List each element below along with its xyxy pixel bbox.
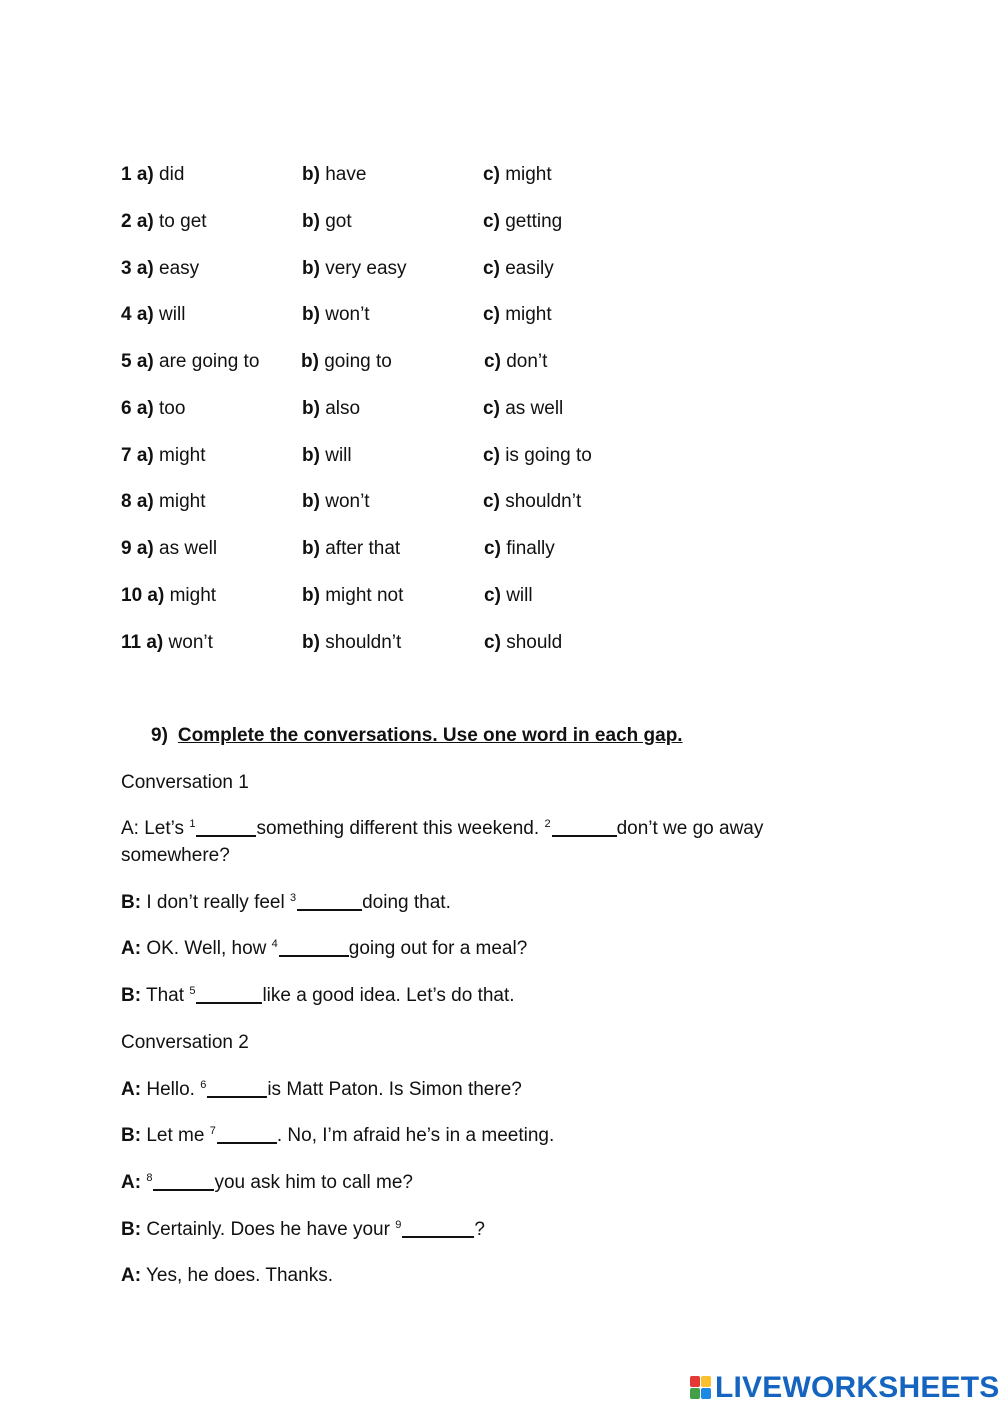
option-a[interactable]: did xyxy=(159,164,185,185)
option-b[interactable]: won’t xyxy=(325,304,370,325)
speaker-label: A: xyxy=(121,818,139,839)
option-b[interactable]: shouldn’t xyxy=(325,632,402,653)
answer-gap[interactable] xyxy=(279,937,349,957)
answer-gap[interactable] xyxy=(297,891,362,911)
option-b[interactable]: also xyxy=(325,398,361,419)
answer-gap[interactable] xyxy=(153,1171,214,1191)
option-c[interactable]: will xyxy=(506,585,533,606)
option-b-label: b) xyxy=(302,538,320,559)
gap-number: 1 xyxy=(189,818,196,830)
option-c-label: c) xyxy=(483,445,500,466)
option-c[interactable]: might xyxy=(505,304,552,325)
gap-number: 3 xyxy=(289,892,297,904)
answer-gap[interactable] xyxy=(402,1218,474,1238)
option-b-label: b) xyxy=(302,491,320,512)
speaker-label: A: xyxy=(121,1079,142,1100)
option-a[interactable]: to get xyxy=(159,211,207,232)
gap-number: 7 xyxy=(209,1125,216,1137)
question-number: 4 a) xyxy=(121,304,154,325)
option-a[interactable]: too xyxy=(159,398,186,419)
option-a[interactable]: might xyxy=(159,491,206,512)
option-b-label: b) xyxy=(302,164,320,185)
exercise-heading xyxy=(151,723,683,749)
question-number: 9 a) xyxy=(121,538,154,559)
dialogue-line: B: Let me $^7$ . No, I’m afraid he’s in a meeting. xyxy=(121,1125,555,1146)
option-c[interactable]: shouldn’t xyxy=(505,491,582,512)
gap-number: 6 xyxy=(200,1079,207,1091)
dialogue-line: B: Certainly. Does he have your $^9$ ? xyxy=(121,1219,485,1240)
option-a[interactable]: won’t xyxy=(168,632,213,653)
speaker-label: A: xyxy=(121,938,142,959)
question-number: 11 a) xyxy=(121,632,164,653)
option-a[interactable]: might xyxy=(169,585,217,606)
question-number: 6 a) xyxy=(121,398,154,419)
option-b[interactable]: have xyxy=(325,164,367,185)
option-b-label: b) xyxy=(302,585,320,606)
option-b[interactable]: very easy xyxy=(325,258,407,279)
dialogue-line: B: I don’t really feel $^3$ doing that. xyxy=(121,892,451,913)
option-c[interactable]: is going to xyxy=(505,445,592,466)
gap-number: 4 xyxy=(271,938,278,950)
dialogue-line: A: $^8$ you ask him to call me? xyxy=(121,1172,413,1193)
option-b-label: b) xyxy=(302,211,320,232)
conversation-2-heading: Conversation 2 xyxy=(121,1032,249,1053)
option-c-label: c) xyxy=(483,164,500,185)
option-b[interactable]: after that xyxy=(325,538,401,559)
option-c-label: c) xyxy=(484,632,501,653)
option-b[interactable]: will xyxy=(325,445,352,466)
speaker-label: B: xyxy=(121,892,142,913)
liveworksheets-logo-icon xyxy=(690,1376,712,1400)
option-a[interactable]: are going to xyxy=(159,351,260,372)
question-number: 8 a) xyxy=(121,491,154,512)
option-c-label: c) xyxy=(483,304,500,325)
speaker-label: B: xyxy=(121,1219,142,1240)
dialogue-line-continued: somewhere? xyxy=(121,845,230,866)
option-c[interactable]: as well xyxy=(505,398,564,419)
option-b[interactable]: got xyxy=(325,211,352,232)
option-c-label: c) xyxy=(483,398,500,419)
option-b-label: b) xyxy=(302,398,320,419)
option-c-label: c) xyxy=(484,351,501,372)
speaker-label: A: xyxy=(121,1265,142,1286)
question-number: 5 a) xyxy=(121,351,154,372)
speaker-label: A: xyxy=(121,1172,142,1193)
dialogue-line: A: Hello. $^6$ is Matt Paton. Is Simon there? xyxy=(121,1079,522,1100)
question-number: 1 a) xyxy=(121,164,154,185)
option-b-label: b) xyxy=(302,304,320,325)
option-b-label: b) xyxy=(301,351,319,372)
option-c[interactable]: might xyxy=(505,164,552,185)
answer-gap[interactable] xyxy=(207,1078,267,1098)
option-b[interactable]: going to xyxy=(324,351,392,372)
dialogue-line: A: Let’s $^1$ something different this weekend. $^2$ don’t we go away xyxy=(121,818,764,839)
option-b-label: b) xyxy=(302,632,320,653)
speaker-label: B: xyxy=(121,1125,142,1146)
option-c-label: c) xyxy=(483,211,500,232)
question-number: 7 a) xyxy=(121,445,154,466)
option-c-label: c) xyxy=(483,491,500,512)
option-c[interactable]: finally xyxy=(506,538,555,559)
answer-gap[interactable] xyxy=(196,984,262,1004)
option-c[interactable]: getting xyxy=(505,211,563,232)
answer-gap[interactable] xyxy=(552,817,617,837)
option-b[interactable]: won’t xyxy=(325,491,370,512)
dialogue-line: B: That $^5$ like a good idea. Let’s do that. xyxy=(121,985,515,1006)
answer-gap[interactable] xyxy=(217,1124,277,1144)
question-number: 2 a) xyxy=(121,211,154,232)
option-b-label: b) xyxy=(302,445,320,466)
gap-number: 5 xyxy=(189,985,196,997)
option-c[interactable]: should xyxy=(506,632,563,653)
option-b[interactable]: might not xyxy=(325,585,404,606)
gap-number: 2 xyxy=(544,818,551,830)
speaker-label: B: xyxy=(121,985,142,1006)
option-a[interactable]: will xyxy=(159,304,186,325)
option-c-label: c) xyxy=(483,258,500,279)
option-c[interactable]: easily xyxy=(505,258,554,279)
gap-number: 8 xyxy=(146,1172,153,1184)
option-b-label: b) xyxy=(302,258,320,279)
answer-gap[interactable] xyxy=(196,817,256,837)
dialogue-line: A: Yes, he does. Thanks. xyxy=(121,1265,333,1286)
conversation-1-heading: Conversation 1 xyxy=(121,772,249,793)
liveworksheets-logo xyxy=(690,1372,999,1404)
question-number: 3 a) xyxy=(121,258,154,279)
brand-name: LIVEWORKSHEETS xyxy=(715,1371,999,1404)
question-number: 10 a) xyxy=(121,585,165,606)
exercise-number: 9) xyxy=(151,725,168,746)
dialogue-line: A: OK. Well, how $^4$ going out for a meal? xyxy=(121,938,528,959)
exercise-instruction: Complete the conversations. Use one word in each gap. xyxy=(177,725,683,746)
option-c-label: c) xyxy=(484,585,501,606)
option-a[interactable]: might xyxy=(159,445,206,466)
option-a[interactable]: as well xyxy=(159,538,218,559)
option-c[interactable]: don’t xyxy=(506,351,548,372)
gap-number: 9 xyxy=(395,1219,402,1231)
option-c-label: c) xyxy=(484,538,501,559)
option-a[interactable]: easy xyxy=(159,258,200,279)
